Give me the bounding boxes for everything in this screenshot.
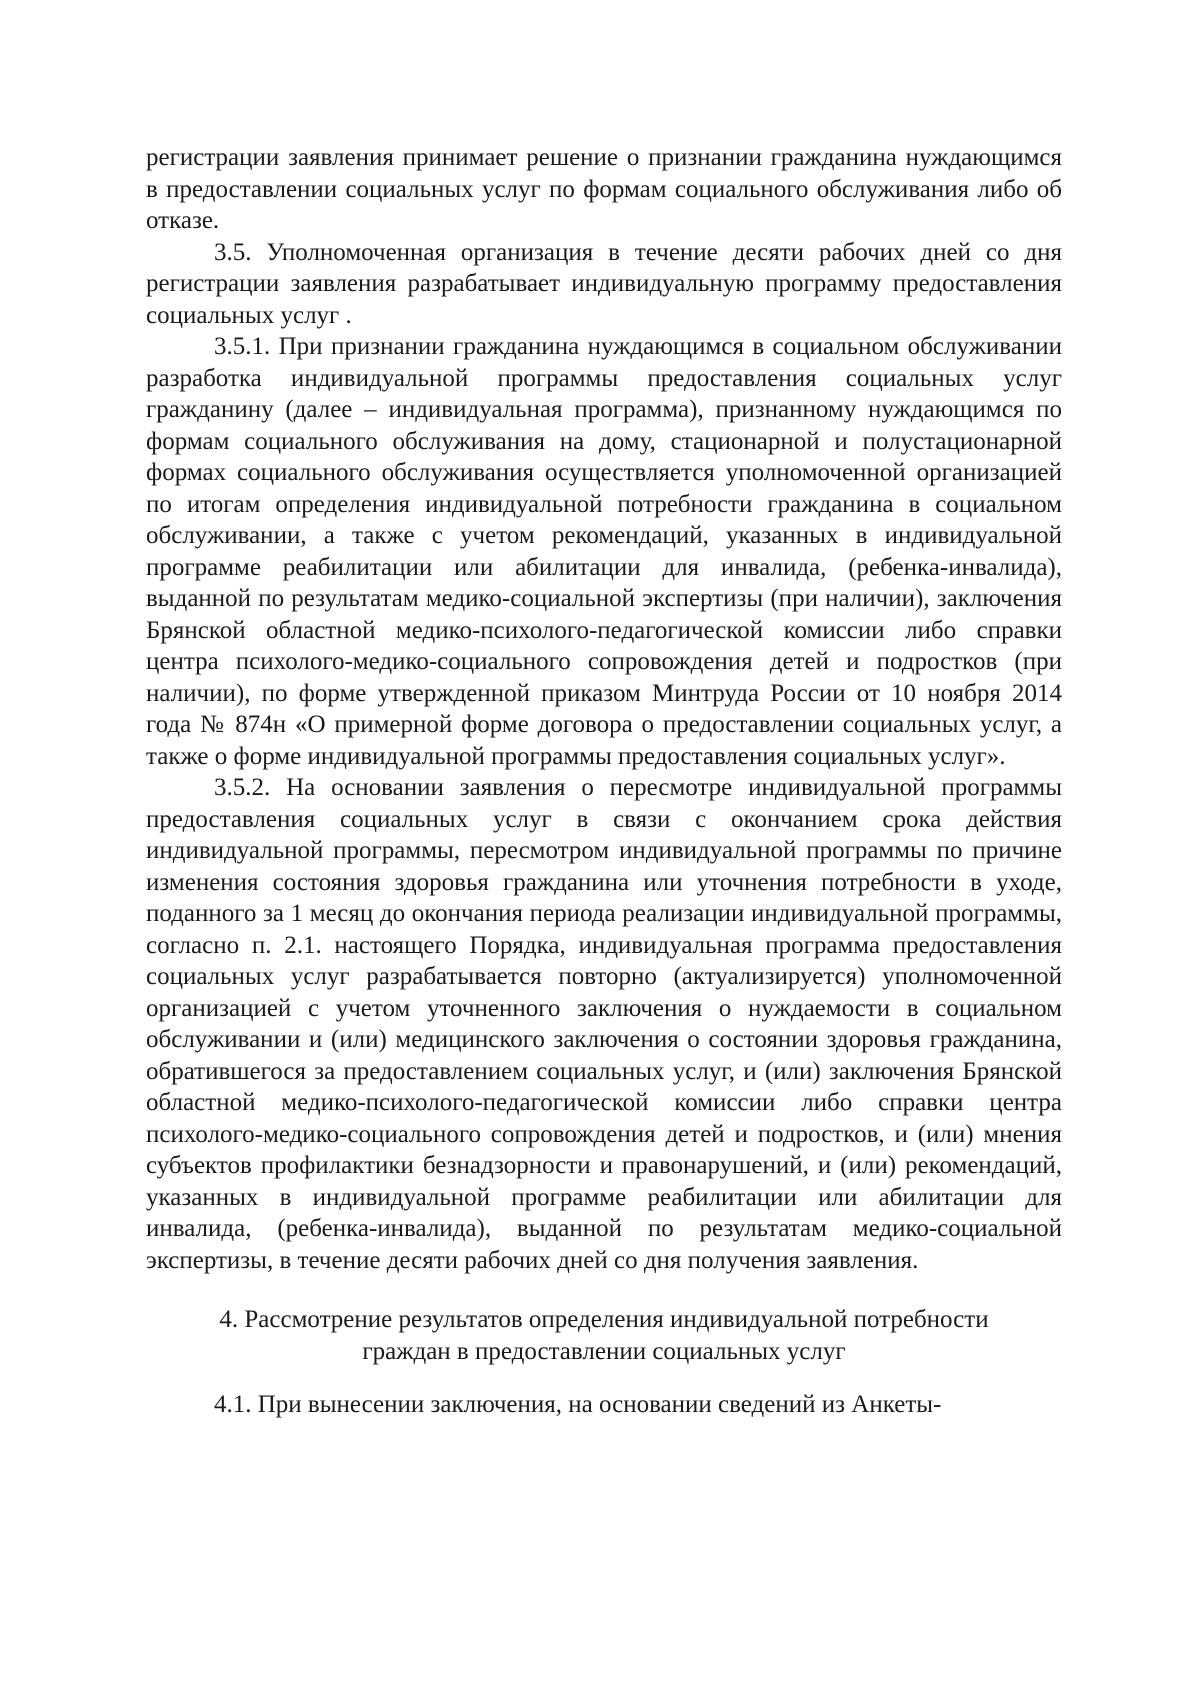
- document-body: [146, 142, 1062, 1421]
- section-heading: 4. Рассмотрение результатов определения индивидуальной потребности граждан в предоставлении социальных услуг: [219, 1306, 989, 1365]
- paragraph-4-1: 4.1. При вынесении заключения, на основании сведений из Анкеты-: [214, 1391, 942, 1418]
- paragraph-continuation: регистрации заявления принимает решение о признании гражданина нуждающимся в предоставлении социальных услуг по формам социального обслуживания либо об отказе.: [146, 144, 1062, 234]
- paragraph-3-5-2: 3.5.2. На основании заявления о пересмотре индивидуальной программы предоставления социальных услуг в связи с окончанием срока действия индивидуальной программы, пересмотром индивидуальной программы по причине изменения состояния здоровья гражданина или уточнения потребности в уходе, поданного за 1 месяц до окончания периода реализации индивидуальной программы, согласно п. 2.1. настоящего Порядка, индивидуальная программа предоставления социальных услуг разрабатывается повторно (актуализируется) уполномоченной организацией с учетом уточненного заключения о нуждаемости в социальном обслуживании и (или) медицинского заключения о состоянии здоровья гражданина, обратившегося за предоставлением социальных услуг, и (или) заключения Брянской областной медико-психолого-педагогической комиссии либо справки центра психолого-медико-социального сопровождения детей и подростков, и (или) мнения субъектов профилактики безнадзорности и правонарушений, и (или) рекомендаций, указанных в индивидуальной программе реабилитации или абилитации для инвалида, (ребенка-инвалида), выданной по результатам медико-социальной экспертизы, в течение десяти рабочих дней со дня получения заявления.: [146, 774, 1062, 1274]
- paragraph-3-5-1: 3.5.1. При признании гражданина нуждающимся в социальном обслуживании разработка индивидуальной программы предоставления социальных услуг гражданину (далее – индивидуальная программа), признанному нуждающимся по формам социального обслуживания на дому, стационарной и полустационарной формах социального обслуживания осуществляется уполномоченной организацией по итогам определения индивидуальной потребности гражданина в социальном обслуживании, а также с учетом рекомендаций, указанных в индивидуальной программе реабилитации или абилитации для инвалида, (ребенка-инвалида), выданной по результатам медико-социальной экспертизы (при наличии), заключения Брянской областной медико-психолого-педагогической комиссии либо справки центра психолого-медико-социального сопровождения детей и подростков (при наличии), по форме утвержденной приказом Минтруда России от 10 ноября 2014 года № 874н «О примерной форме договора о предоставлении социальных услуг, а также о форме индивидуальной программы предоставления социальных услуг».: [146, 333, 1062, 770]
- paragraph-3-5: 3.5. Уполномоченная организация в течение десяти рабочих дней со дня регистрации заявления разрабатывает индивидуальную программу предоставления социальных услуг .: [146, 238, 1062, 329]
